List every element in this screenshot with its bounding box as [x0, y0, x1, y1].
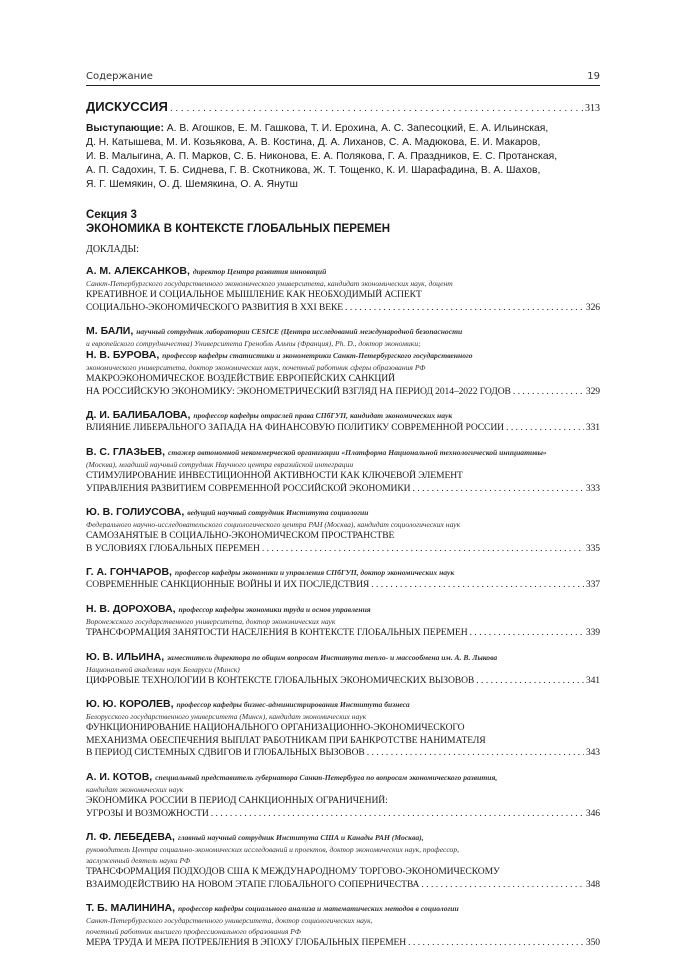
report-title-text: ТРАНСФОРМАЦИЯ ЗАНЯТОСТИ НАСЕЛЕНИЯ В КОНТЕКСТЕ ГЛОБАЛЬНЫХ ПЕРЕМЕН	[86, 626, 468, 638]
reports-label: ДОКЛАДЫ:	[86, 244, 140, 255]
report-title-text: СТИМУЛИРОВАНИЕ ИНВЕСТИЦИОННОЙ АКТИВНОСТИ КАК КЛЮЧЕВОЙ ЭЛЕМЕНТ	[86, 469, 463, 481]
report-title-text: ЦИФРОВЫЕ ТЕХНОЛОГИИ В КОНТЕКСТЕ ГЛОБАЛЬНЫХ ЭКОНОМИЧЕСКИХ ВЫЗОВОВ	[86, 674, 475, 686]
author-affiliation: кандидат экономических наук	[86, 784, 184, 794]
dot-leader	[345, 302, 584, 315]
report-title-line	[86, 530, 600, 543]
author-description: директор Центра развития инноваций	[192, 267, 327, 276]
speakers-list	[86, 122, 600, 192]
report-title-text: НА РОССИЙСКУЮ ЭКОНОМИКУ: ЭКОНОМЕТРИЧЕСКИЙ ВЗГЛЯД НА ПЕРИОД 2014–2022 ГОДОВ	[86, 385, 511, 397]
toc-entry[interactable]	[86, 506, 600, 555]
report-title-text: МЕРА ТРУДА И МЕРА ПОТРЕБЛЕНИЯ В ЭПОХУ ГЛОБАЛЬНЫХ ПЕРЕМЕН	[86, 937, 407, 949]
section-heading	[86, 208, 600, 236]
report-title-text: СОЦИАЛЬНО-ЭКОНОМИЧЕСКОГО РАЗВИТИЯ В XXI ВЕКЕ	[86, 301, 344, 313]
page-number: 19	[587, 71, 600, 82]
author-line	[86, 771, 600, 784]
author-line	[86, 409, 600, 422]
speakers-line: А. П. Садохин, Т. Б. Сиднева, Г. В. Скотникова, Ж. Т. Тощенко, К. И. Шарафадина, В. А. Шахов,	[86, 165, 541, 176]
report-title-line	[86, 386, 600, 399]
dot-leader	[506, 422, 584, 435]
speakers-line: И. В. Малыгина, А. П. Марков, С. Б. Никонова, Е. А. Полякова, Г. А. Праздников, Е. С. Протанская,	[86, 151, 558, 162]
author-affiliation: экономического университета, доктор экономических наук, почетный работник сферы образования РФ	[86, 363, 426, 373]
report-title-line	[86, 675, 600, 688]
author-affiliation: и европейского сотрудничества) Университета Гренобль Альпы (Франция), Ph. D., доктор экономики;	[86, 339, 421, 349]
toc-entry[interactable]	[86, 603, 600, 640]
discussion-page: 313	[585, 103, 600, 114]
dot-leader	[476, 675, 584, 688]
toc-entry[interactable]	[86, 325, 600, 398]
discussion-title: ДИСКУССИЯ	[86, 99, 168, 114]
author-name: А. М. АЛЕКСАНКОВ,	[86, 265, 190, 277]
author-name: А. И. КОТОВ,	[86, 770, 153, 783]
report-title-line	[86, 470, 600, 483]
section-label: Секция 3	[86, 209, 137, 221]
author-name: Д. И. БАЛИБАЛОВА,	[86, 409, 191, 422]
author-description: главный научный сотрудник Института США и Канады РАН (Москва),	[177, 833, 424, 843]
speakers-line: А. В. Агошков, Е. М. Гашкова, Т. И. Ерохина, А. С. Запесоцкий, Е. А. Ильинская,	[166, 123, 549, 134]
author-description: профессор кафедры экономики труда и основ управления	[178, 604, 371, 614]
toc-entries	[86, 265, 600, 950]
author-line	[86, 698, 600, 711]
toc-entry[interactable]	[86, 651, 600, 688]
report-page-number: 346	[585, 807, 600, 819]
toc-entry[interactable]	[86, 698, 600, 760]
speakers-line: Я. Г. Шемякин, О. Д. Шемякина, О. А. Янутш	[86, 179, 298, 190]
author-affiliation: заслуженный деятель науки РФ	[86, 856, 191, 866]
toc-entry[interactable]	[86, 566, 600, 592]
dot-leader	[262, 543, 584, 556]
report-title-line	[86, 735, 600, 748]
author-description: профессор кафедры бизнес-администрирования Института бизнеса	[176, 700, 410, 710]
report-title-text: УПРАВЛЕНИЯ РАЗВИТИЕМ СОВРЕМЕННОЙ РОССИЙСКОЙ ЭКОНОМИКИ	[86, 482, 411, 494]
dot-leader	[170, 103, 583, 114]
report-title-line	[86, 289, 600, 302]
report-page-number: 326	[585, 301, 600, 313]
author-description: стажер автономной некоммерческой организации «Платформа Национальной технологической инициативы»	[168, 447, 547, 457]
author-affiliation: Санкт-Петербургского государственного экономического университета, кандидат экономических наук, доцент	[86, 279, 453, 288]
report-title-line	[86, 866, 600, 879]
report-title-line	[86, 579, 600, 592]
author-line	[86, 831, 600, 844]
author-description: профессор кафедры статистики и эконометрики Санкт-Петербургского государственного	[162, 351, 473, 361]
dot-leader	[408, 937, 584, 950]
report-title-text: МАКРОЭКОНОМИЧЕСКОЕ ВОЗДЕЙСТВИЕ ЕВРОПЕЙСКИХ САНКЦИЙ	[86, 373, 395, 385]
report-title-text: СОВРЕМЕННЫЕ САНКЦИОННЫЕ ВОЙНЫ И ИХ ПОСЛЕДСТВИЯ	[86, 579, 370, 591]
author-line	[86, 902, 600, 915]
report-title-text: ТРАНСФОРМАЦИЯ ПОДХОДОВ США К МЕЖДУНАРОДНОМУ ТОРГОВО-ЭКОНОМИЧЕСКОМУ	[86, 866, 500, 878]
dot-leader	[421, 879, 584, 892]
author-name: М. БАЛИ,	[86, 325, 134, 338]
report-page-number: 333	[585, 482, 600, 494]
author-name: Л. Ф. ЛЕБЕДЕВА,	[86, 831, 175, 844]
report-page-number: 331	[585, 422, 600, 434]
author-affiliation: (Москва), младший научный сотрудник Научного центра евразийской интеграции	[86, 459, 354, 469]
dot-leader	[470, 627, 584, 640]
dot-leader	[412, 483, 583, 496]
author-affiliation: Санкт-Петербургского государственного университета, доктор социологических наук,	[86, 916, 373, 926]
report-title-line	[86, 373, 600, 386]
toc-entry[interactable]	[86, 902, 600, 950]
toc-entry[interactable]	[86, 771, 600, 820]
toc-entry-discussion[interactable]	[86, 99, 600, 114]
report-title-line	[86, 543, 600, 556]
report-title-text: САМОЗАНЯТЫЕ В СОЦИАЛЬНО-ЭКОНОМИЧЕСКОМ ПРОСТРАНСТВЕ	[86, 530, 395, 542]
section-title: ЭКОНОМИКА В КОНТЕКСТЕ ГЛОБАЛЬНЫХ ПЕРЕМЕН	[86, 223, 391, 235]
author-line	[86, 603, 600, 616]
author-description: заместитель директора по общим вопросам Института тепло- и массообмена им. А. В. Лыкова	[167, 652, 498, 662]
running-header	[86, 66, 600, 82]
author-line	[86, 506, 600, 519]
author-description: специальный представитель губернатора Санкт-Петербурга по вопросам экономического развития,	[155, 772, 498, 782]
report-title-line	[86, 795, 600, 808]
author-line	[86, 446, 600, 459]
dot-leader	[367, 747, 584, 760]
report-title-line	[86, 747, 600, 760]
author-affiliation: Федерального научно-исследовательского социологического центра РАН (Москва), кандидат социологических наук	[86, 520, 461, 530]
running-header-title: Содержание	[86, 71, 153, 82]
speakers-line: Д. Н. Катышева, М. И. Козьякова, А. В. Костина, Д. А. Лиханов, С. А. Мадюкова, Е. И. Макаров,	[86, 137, 541, 148]
report-title-text: В УСЛОВИЯХ ГЛОБАЛЬНЫХ ПЕРЕМЕН	[86, 542, 260, 554]
toc-entry[interactable]	[86, 265, 600, 314]
report-title-text: УГРОЗЫ И ВОЗМОЖНОСТИ	[86, 807, 209, 819]
report-page-number: 343	[585, 747, 600, 759]
author-affiliation: почетный работник высшего профессионального образования РФ	[86, 927, 301, 937]
author-description: профессор кафедры социального анализа и математических методов в социологии	[177, 904, 459, 914]
author-affiliation: Белорусского государственного университета (Минск), кандидат экономических наук	[86, 712, 367, 722]
report-page-number: 350	[585, 937, 600, 949]
author-line	[86, 651, 600, 664]
author-name: Г. А. ГОНЧАРОВ,	[86, 566, 172, 579]
report-title-line	[86, 722, 600, 735]
report-page-number: 335	[585, 542, 600, 554]
dot-leader	[211, 808, 584, 821]
report-title-line	[86, 422, 600, 435]
report-title-line	[86, 627, 600, 640]
dot-leader	[513, 386, 584, 399]
dot-leader	[371, 579, 584, 592]
author-line	[86, 349, 600, 362]
author-name: Т. Б. МАЛИНИНА,	[86, 902, 176, 915]
author-affiliation: Национальной академии наук Беларуси (Минск)	[86, 664, 240, 674]
author-description: ведущий научный сотрудник Института социологии	[187, 508, 369, 518]
report-title-text: ЭКОНОМИКА РОССИИ В ПЕРИОД САНКЦИОННЫХ ОГРАНИЧЕНИЙ:	[86, 794, 388, 806]
report-title-line	[86, 879, 600, 892]
report-title-text: МЕХАНИЗМА ОБЕСПЕЧЕНИЯ ВЫПЛАТ РАБОТНИКАМ ПРИ БАНКРОТСТВЕ НАНИМАТЕЛЯ	[86, 734, 486, 746]
report-title-text: ВЗАИМОДЕЙСТВИЮ НА НОВОМ ЭТАПЕ ГЛОБАЛЬНОГО СОПЕРНИЧЕСТВА	[86, 878, 420, 890]
toc-entry[interactable]	[86, 409, 600, 435]
author-name: Н. В. ДОРОХОВА,	[86, 602, 176, 615]
report-title-text: КРЕАТИВНОЕ И СОЦИАЛЬНОЕ МЫШЛЕНИЕ КАК НЕОБХОДИМЫЙ АСПЕКТ	[86, 289, 422, 300]
speakers-label: Выступающие:	[86, 123, 164, 134]
report-title-line	[86, 808, 600, 821]
report-title-text: ФУНКЦИОНИРОВАНИЕ НАЦИОНАЛЬНОГО ОРГАНИЗАЦИОННО-ЭКОНОМИЧЕСКОГО	[86, 722, 465, 734]
report-page-number: 339	[585, 626, 600, 638]
toc-entry[interactable]	[86, 831, 600, 891]
author-affiliation: Воронежского государственного университета, доктор экономических наук	[86, 616, 336, 626]
author-name: Ю. В. ГОЛИУСОВА,	[86, 506, 185, 519]
author-name: Ю. В. ИЛЬИНА,	[86, 650, 165, 663]
author-line	[86, 325, 600, 338]
report-title-line	[86, 483, 600, 496]
report-title-line	[86, 937, 600, 950]
report-page-number: 341	[585, 674, 600, 686]
author-affiliation: руководитель Центра социально-экономических исследований и проектов, доктор экономических наук, профессор,	[86, 845, 460, 855]
author-description: профессор кафедры экономики и управления СПбГУП, доктор экономических наук	[174, 568, 455, 578]
report-page-number: 348	[585, 878, 600, 890]
report-page-number: 337	[585, 579, 600, 591]
toc-entry[interactable]	[86, 446, 600, 495]
report-title-text: В ПЕРИОД СИСТЕМНЫХ СДВИГОВ И ГЛОБАЛЬНЫХ ВЫЗОВОВ	[86, 747, 365, 759]
report-page-number: 329	[585, 385, 600, 397]
author-name: Ю. Ю. КОРОЛЕВ,	[86, 698, 174, 711]
report-title-text: ВЛИЯНИЕ ЛИБЕРАЛЬНОГО ЗАПАДА НА ФИНАНСОВУЮ ПОЛИТИКУ СОВРЕМЕННОЙ РОССИИ	[86, 422, 505, 434]
author-description: профессор кафедры отраслей права СПбГУП, кандидат экономических наук	[193, 411, 453, 421]
author-name: В. С. ГЛАЗЬЕВ,	[86, 445, 166, 458]
author-description: научный сотрудник лаборатории CESICE (Центра исследований международной безопасности	[136, 327, 463, 337]
author-line	[86, 265, 600, 278]
toc-page	[86, 66, 600, 950]
header-rule	[86, 85, 600, 86]
author-line	[86, 566, 600, 579]
author-name: Н. В. БУРОВА,	[86, 349, 160, 362]
report-title-line	[86, 302, 600, 315]
